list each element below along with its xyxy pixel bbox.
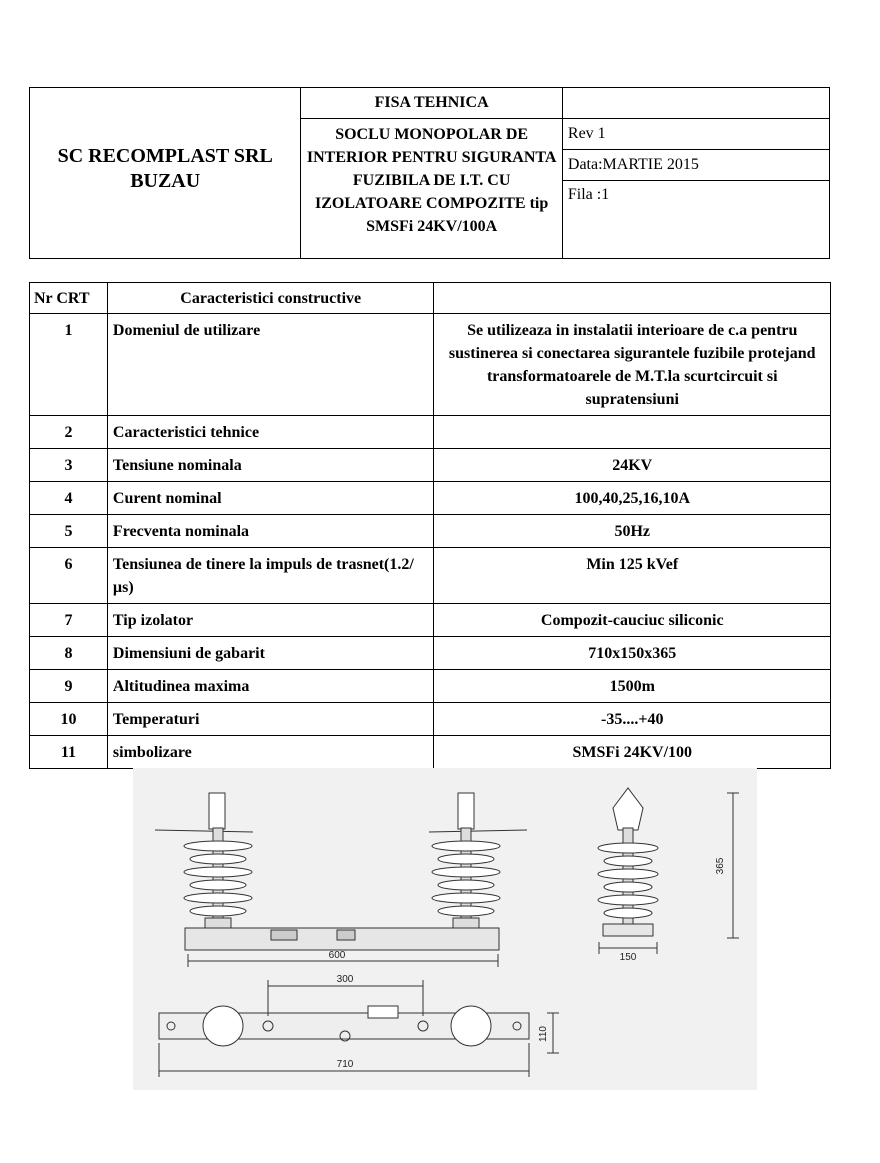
row-number: 5 xyxy=(30,515,108,548)
dimension-label-150: 150 xyxy=(619,952,637,963)
product-description: SOCLU MONOPOLAR DE INTERIOR PENTRU SIGURANTA FUZIBILA DE I.T. CU IZOLATOARE COMPOZITE tip SMSFi 24KV/100A xyxy=(301,119,562,259)
row-value: 710x150x365 xyxy=(434,637,831,670)
row-number: 2 xyxy=(30,416,108,449)
row-label: Curent nominal xyxy=(107,482,434,515)
row-value: SMSFi 24KV/100 xyxy=(434,736,831,769)
table-row xyxy=(30,637,831,670)
row-number: 6 xyxy=(30,548,108,604)
table-row xyxy=(30,548,831,604)
row-number: 1 xyxy=(30,314,108,416)
doc-title: FISA TEHNICA xyxy=(301,88,562,119)
row-label: Tensiunea de tinere la impuls de trasnet(1.2/µs) xyxy=(107,548,434,604)
table-row xyxy=(30,703,831,736)
row-value: 1500m xyxy=(434,670,831,703)
column-header-nr: Nr CRT xyxy=(30,283,108,314)
dimension-label-600: 600 xyxy=(328,950,346,961)
company-name: SC RECOMPLAST SRL BUZAU xyxy=(30,88,301,259)
table-row xyxy=(30,416,831,449)
row-number: 11 xyxy=(30,736,108,769)
technical-drawing xyxy=(133,768,757,1090)
row-number: 10 xyxy=(30,703,108,736)
row-value: Compozit-cauciuc siliconic xyxy=(434,604,831,637)
row-number: 7 xyxy=(30,604,108,637)
label-plate xyxy=(368,1006,398,1018)
row-label: Tensiune nominala xyxy=(107,449,434,482)
table-row xyxy=(30,449,831,482)
row-label: Tip izolator xyxy=(107,604,434,637)
header-empty-cell xyxy=(562,88,829,119)
dimension-label-300: 300 xyxy=(336,974,354,985)
insulator-top-left-icon xyxy=(203,1006,243,1046)
row-value: 100,40,25,16,10A xyxy=(434,482,831,515)
fuse-clip-left xyxy=(271,930,297,940)
doc-date: Data:MARTIE 2015 xyxy=(562,150,829,181)
row-label: Domeniul de utilizare xyxy=(107,314,434,416)
table-row xyxy=(30,670,831,703)
row-number: 4 xyxy=(30,482,108,515)
row-value xyxy=(434,416,831,449)
column-header-value xyxy=(434,283,831,314)
insulator-top-right-icon xyxy=(451,1006,491,1046)
dimension-label-365: 365 xyxy=(715,857,726,875)
table-row xyxy=(30,736,831,769)
row-value: Se utilizeaza in instalatii interioare de c.a pentru sustinerea si conectarea sigurantele fuzibile protejand transformatoarele de M.T.la scurtcircuit si supratensiuni xyxy=(434,314,831,416)
row-value: 24KV xyxy=(434,449,831,482)
row-label: simbolizare xyxy=(107,736,434,769)
row-number: 9 xyxy=(30,670,108,703)
dimension-label-710: 710 xyxy=(336,1059,354,1070)
spec-table-header xyxy=(30,283,831,314)
row-value: Min 125 kVef xyxy=(434,548,831,604)
row-label: Frecventa nominala xyxy=(107,515,434,548)
row-label: Altitudinea maxima xyxy=(107,670,434,703)
row-value: -35....+40 xyxy=(434,703,831,736)
dimension-label-110: 110 xyxy=(538,1026,549,1042)
row-label: Dimensiuni de gabarit xyxy=(107,637,434,670)
fuse-clip-right xyxy=(337,930,355,940)
table-row xyxy=(30,482,831,515)
table-row xyxy=(30,314,831,416)
table-row xyxy=(30,604,831,637)
row-label: Temperaturi xyxy=(107,703,434,736)
table-row xyxy=(30,515,831,548)
spec-table xyxy=(29,282,831,769)
row-number: 3 xyxy=(30,449,108,482)
row-label: Caracteristici tehnice xyxy=(107,416,434,449)
row-number: 8 xyxy=(30,637,108,670)
sheet-number: Fila :1 xyxy=(562,181,829,259)
row-value: 50Hz xyxy=(434,515,831,548)
revision: Rev 1 xyxy=(562,119,829,150)
header-table xyxy=(29,87,830,259)
column-header-characteristics: Caracteristici constructive xyxy=(107,283,434,314)
